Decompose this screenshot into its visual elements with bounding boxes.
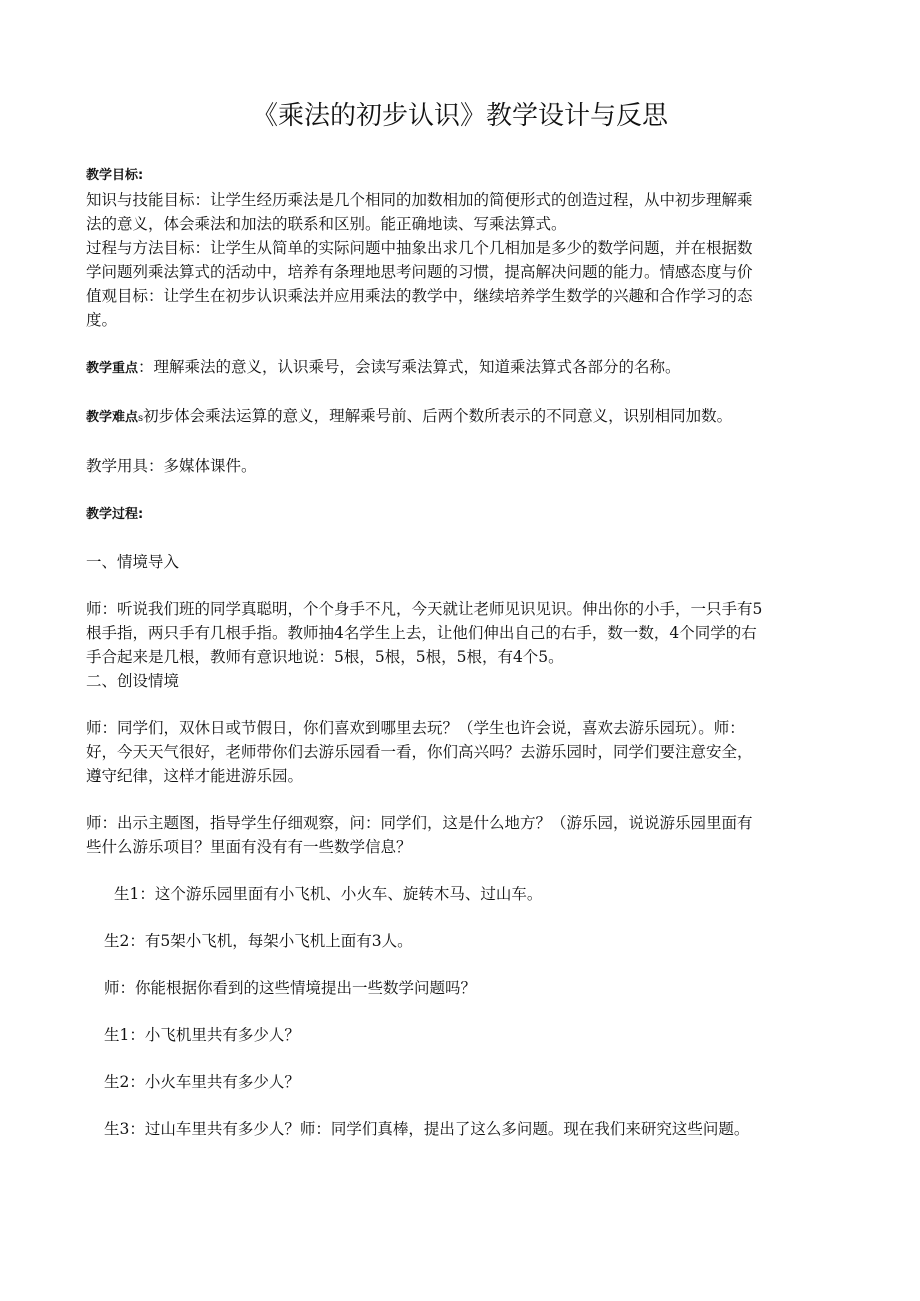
section2-para2-line-1: 师：出示主题图，指导学生仔细观察，问：同学们，这是什么地方？（游乐园，说说游乐园里面有 xyxy=(86,814,753,832)
dialogue-line-5: 生2：小火车里共有多少人？ xyxy=(104,1073,300,1091)
document-body xyxy=(86,162,834,1141)
section2-para1-line-2: 好，今天天气很好，老师带你们去游乐园看一看，你们高兴吗？去游乐园时，同学们要注意安全， xyxy=(86,743,753,761)
section2-title: 二、创设情境 xyxy=(86,672,180,690)
process-line-3: 值观目标：让学生在初步认识乘法并应用乘法的教学中，继续培养学生数学的兴趣和合作学习的态 xyxy=(86,287,753,305)
knowledge-line-2: 法的意义，体会乘法和加法的联系和区别。能正确地读、写乘法算式。 xyxy=(86,215,567,233)
difficulty-text: 初步体会乘法运算的意义，理解乘号前、后两个数所表示的不同意义，识别相同加数。 xyxy=(143,407,733,425)
section1-title: 一、情境导入 xyxy=(86,553,180,571)
section1-line-1: 师：听说我们班的同学真聪明，个个身手不凡，今天就让老师见识见识。伸出你的小手，一只手有5 xyxy=(86,600,763,618)
document-title: 《乘法的初步认识》教学设计与反思 xyxy=(251,101,668,131)
difficulty-label: 教学难点 xyxy=(86,410,139,425)
dialogue-line-1: 生1：这个游乐园里面有小飞机、小火车、旋转木马、过山车。 xyxy=(114,885,543,903)
key-point-label: 教学重点 xyxy=(86,361,139,376)
key-point: 教学重点：理解乘法的意义，认识乘号，会读写乘法算式，知道乘法算式各部分的名称。 xyxy=(86,358,681,376)
section2-para2-line-2: 些什么游乐项目？里面有没有有一些数学信息？ xyxy=(86,838,412,856)
process-line-2: 学问题列乘法算式的活动中，培养有条理地思考问题的习惯，提高解决问题的能力。情感态度与价 xyxy=(86,263,753,281)
dialogue-line-3: 师：你能根据你看到的这些情境提出一些数学问题吗？ xyxy=(104,979,477,997)
knowledge-line-1: 知识与技能目标：让学生经历乘法是几个相同的加数相加的简便形式的创造过程，从中初步理解乘 xyxy=(86,191,753,209)
difficulty: 教学难点s初步体会乘法运算的意义，理解乘号前、后两个数所表示的不同意义，识别相同加数。 xyxy=(86,407,733,425)
section2-para1-line-1: 师：同学们，双休日或节假日，你们喜欢到哪里去玩？（学生也许会说，喜欢去游乐园玩）。师： xyxy=(86,719,745,737)
objectives-heading: 教学目标: xyxy=(86,168,144,183)
process-heading: 教学过程: xyxy=(86,507,144,522)
dialogue-line-2: 生2：有5架小飞机，每架小飞机上面有3人。 xyxy=(104,932,413,950)
dialogue-line-4: 生1：小飞机里共有多少人？ xyxy=(104,1026,300,1044)
tools: 教学用具：多媒体课件。 xyxy=(86,457,257,475)
section1-line-3: 手合起来是几根，教师有意识地说：5根，5根，5根，5根，有4个5。 xyxy=(86,648,564,666)
process-line-4: 度。 xyxy=(86,311,118,329)
section1-line-2: 根手指，两只手有几根手指。教师抽4名学生上去，让他们伸出自己的右手，数一数，4个同学的右 xyxy=(86,624,757,642)
process-line-1: 过程与方法目标：让学生从简单的实际问题中抽象出求几个几相加是多少的数学问题，并在根据数 xyxy=(86,239,753,257)
section2-para1-line-3: 遵守纪律，这样才能进游乐园。 xyxy=(86,767,304,785)
key-point-text: 理解乘法的意义，认识乘号，会读写乘法算式，知道乘法算式各部分的名称。 xyxy=(153,358,681,376)
dialogue-line-6: 生3：过山车里共有多少人？师：同学们真棒，提出了这么多问题。现在我们来研究这些问题。 xyxy=(104,1120,750,1138)
